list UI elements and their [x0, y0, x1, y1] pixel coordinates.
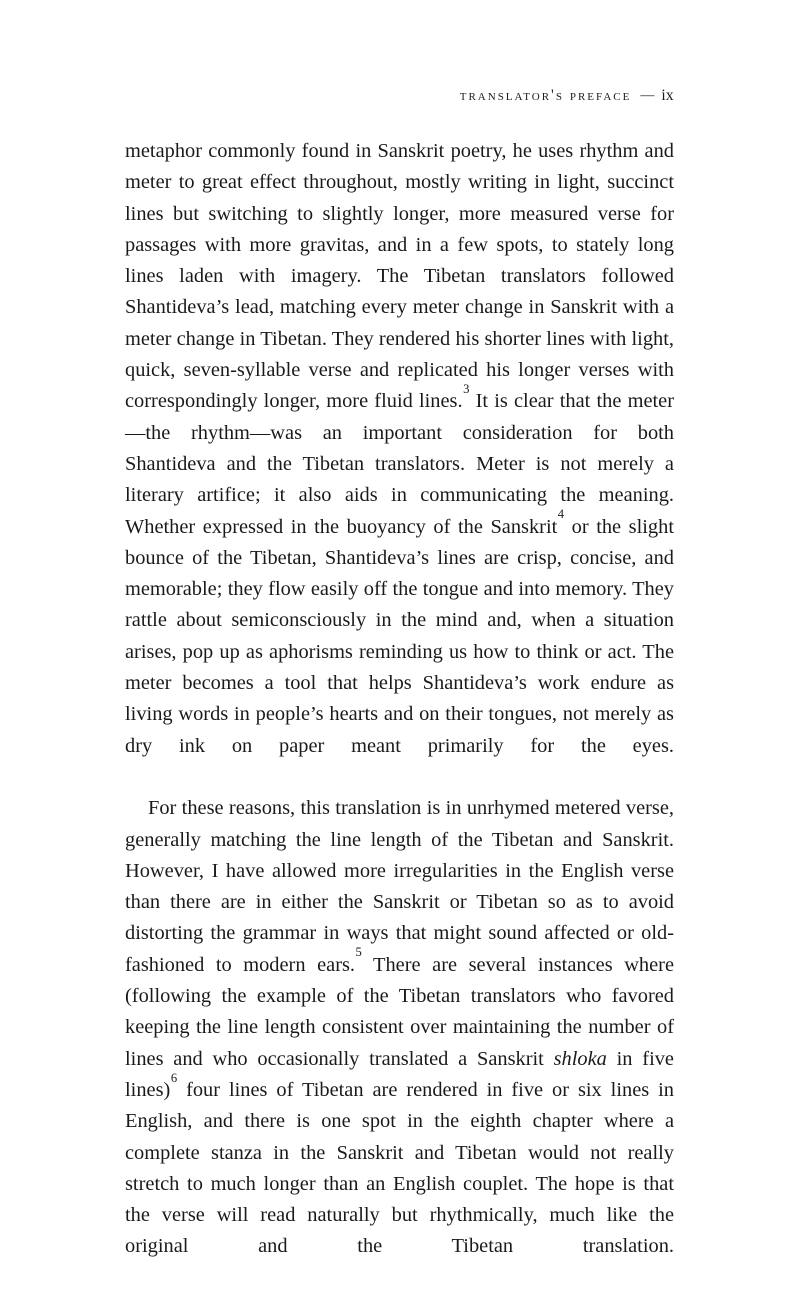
body-text-block — [125, 136, 674, 1294]
footnote-reference[interactable]: 4 — [557, 507, 565, 522]
footnote-reference[interactable]: 5 — [355, 945, 362, 960]
paragraph-text-run: metaphor commonly found in Sanskrit poetry, he uses rhythm and meter to great effect throughout, mostly writing in light, succinct lines but switching to slightly longer, more measured verse for passages with more gravitas, and in a few spots, to stately long lines laden with imagery. The Tibetan translators followed Shantideva’s lead, matching every meter change in Sanskrit with a meter change in Tibetan. They rendered his shorter lines with light, quick, seven-syllable verse and replicated his longer verses with correspondingly longer, more fluid lines. — [125, 140, 674, 413]
running-head — [125, 88, 674, 104]
running-head-title: translator's preface — [459, 87, 632, 104]
paragraph-text-run: in five lines) — [125, 1047, 674, 1101]
body-paragraph — [125, 793, 674, 1294]
footnote-reference[interactable]: 6 — [170, 1070, 178, 1085]
paragraph-text-run: For these reasons, this translation is in unrhymed metered verse, generally matching the line length of the Tibetan and Sanskrit. However, I have allowed more irregularities in the English verse than there are in either the Sanskrit or Tibetan so as to avoid distorting the grammar in ways that might sound affected or old-fashioned to modern ears. — [125, 797, 674, 976]
paragraph-text-run: or the slight bounce of the Tibetan, Shantideva’s lines are crisp, concise, and memorable; they flow easily off the tongue and into memory. They rattle about semiconsciously in the mind and, when a situation arises, pop up as aphorisms reminding us how to think or act. The meter becomes a tool that helps Shantideva’s work endure as living words in people’s hearts and on their tongues, not merely as dry ink on paper meant primarily for the eyes. — [125, 515, 674, 757]
paragraph-text-run: There are several instances where (following the example of the Tibetan translators who favored keeping the line length consistent over maintaining the number of lines and who occasionally translated a Sanskrit — [125, 953, 675, 1070]
page-folio-number: ix — [661, 87, 674, 104]
italic-term: shloka — [553, 1047, 607, 1070]
running-head-separator: — — [640, 88, 655, 103]
footnote-reference[interactable]: 3 — [463, 382, 470, 397]
paragraph-text-run: It is clear that the meter—the rhythm—was an important consideration for both Shantideva and the Tibetan translators. Meter is not merely a literary artifice; it also aids in communicating the meaning. Whether expressed in the buoyancy of the Sanskrit — [125, 390, 674, 538]
body-paragraph — [125, 136, 674, 793]
paragraph-text-run: four lines of Tibetan are rendered in five or six lines in English, and there is one spot in the eighth chapter where a complete stanza in the Sanskrit and Tibetan would not really stretch to much longer than an English couplet. The hope is that the verse will read naturally but rhythmically, much like the original and the Tibetan translation. — [125, 1078, 674, 1258]
